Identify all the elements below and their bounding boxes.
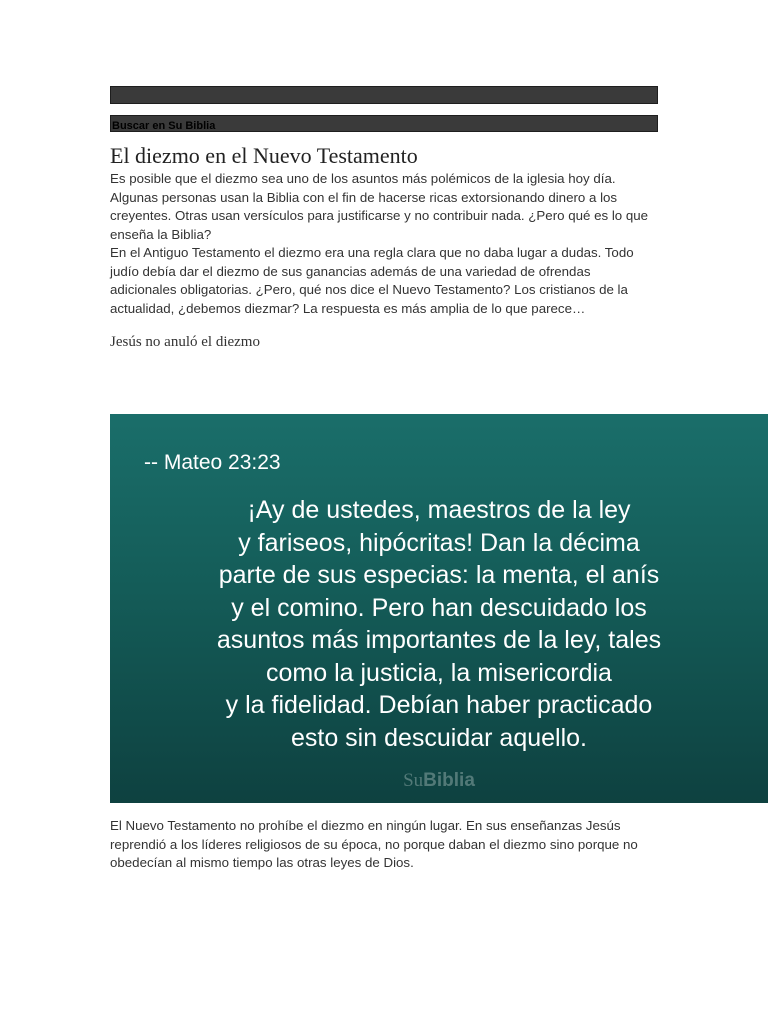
section-heading: Jesús no anuló el diezmo [110,334,260,350]
verse-line: parte de sus especias: la menta, el anís [218,561,660,589]
top-nav-bar [110,86,658,104]
search-bible-link[interactable]: Buscar en Su Biblia [112,120,216,132]
verse-image [110,414,768,803]
verse-line: y el comino. Pero han descuidado los [231,593,647,622]
verse-text [110,494,768,754]
article-title: El diezmo en el Nuevo Testamento [110,143,418,168]
verse-reference: -- Mateo 23:23 [144,451,281,474]
closing-section [110,817,658,873]
intro-paragraph-1: Es posible que el diezmo sea uno de los asuntos más polémicos de la iglesia hoy día. Algunas personas usan la Biblia con el fin de hacerse ricas extorsionando dinero a los creyentes. Otras usan versículos para justificarse y no contribuir nada. ¿Pero qué es lo que enseña la Biblia? [110,171,649,242]
verse-line: ¡Ay de ustedes, maestros de la ley [247,496,631,524]
verse-line: como la justicia, la misericordia [266,658,612,687]
verse-line: y la fidelidad. Debían haber practicado [225,691,653,719]
verse-line: y fariseos, hipócritas! Dan la décima [238,528,640,557]
watermark-part-2: Biblia [423,770,475,791]
verse-line: asuntos más importantes de la ley, tales [216,626,662,654]
closing-paragraph: El Nuevo Testamento no prohíbe el diezmo en ningún lugar. En sus enseñanzas Jesús reprendió a los líderes religiosos de su época, no porque daban el diezmo sino porque no obedecían al mismo tiempo las otras leyes de Dios. [110,818,638,870]
verse-line: esto sin descuidar aquello. [290,723,588,752]
watermark-part-1: Su [403,770,424,791]
article-content [110,142,658,352]
search-bar [110,115,658,132]
subiblia-watermark-logo [110,770,768,792]
intro-paragraph-2: En el Antiguo Testamento el diezmo era una regla clara que no daba lugar a dudas. Todo judío debía dar el diezmo de sus ganancias además de una variedad de ofrendas adicionales obligatorias. ¿Pero, qué nos dice el Nuevo Testamento? Los cristianos de la actualidad, ¿debemos diezmar? La respuesta es más amplia de lo que parece… [110,245,634,316]
